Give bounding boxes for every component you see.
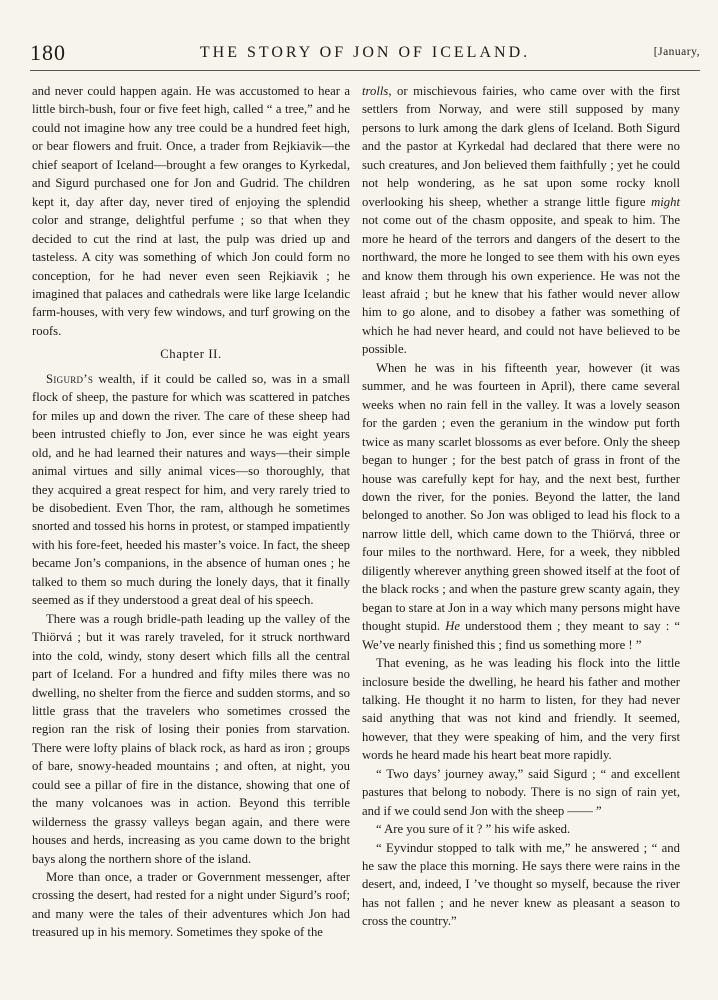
paragraph (362, 82, 680, 359)
right-column (362, 82, 680, 931)
dialogue-paragraph: “ Two days’ journey away,” said Sigurd ; “ and excellent pastures that belong to nobody. There is no sign of rain yet, and if we could send Jon with the sheep —— ” (362, 766, 680, 818)
paragraph-text: When he was in his fifteenth year, however (it was summer, and he was fourteen in April), there came several weeks when no rain fell in the valley. It was a lovely season for the garden ; even the geranium in the window put forth twice as many scarlet blossoms as ever before. Only the sheep began to hunger ; for the best patch of grass in front of the house was carefully kept for hay, and the next best, further down the river, for the ponies. Beyond the latter, the land belonged to another. So Jon was obliged to lead his flock to a narrow little dell, which came down to the Thiörvá, three or four miles to the northward. Here, for a week, they nibbled diligently wherever anything green showed itself at the foot of the black rocks ; and when the pasture grew scanty again, they began to stare at Jon in a way which many persons might have thought stupid. (362, 360, 680, 634)
paragraph-lead-word: Sigurd’s (46, 371, 94, 386)
paragraph: There was a rough bridle-path leading up the valley of the Thiörvá ; but it was rarely traveled, for it struck northward into the cold, windy, stony desert which fills all the central part of Iceland. For a hundred and fifty miles there was no dwelling, no shelter from the fierce and sudden storms, and so little grass that the travelers who sometimes crossed the region ran the risk of losing their ponies from starvation. There were lofty plains of black rock, as hard as iron ; groups of bare, snowy-headed mountains ; and often, at night, you could see a pillar of fire in the distance, showing that one of the many volcanoes was in action. Beyond this terrible wilderness the grassy valleys began again, and there were houses and herds, increasing as you came down to the bright bays along the northern shore of the island. (32, 611, 350, 866)
italic-word: trolls (362, 84, 389, 98)
page-number: 180 (30, 40, 66, 65)
paragraph (362, 359, 680, 654)
italic-word: might (651, 194, 680, 209)
running-title: THE STORY OF JON OF ICELAND. (199, 44, 531, 61)
page-header (30, 40, 700, 71)
paragraph: More than once, a trader or Government messenger, after crossing the desert, had rested for a night under Sigurd’s roof; and many were the tales of their adventures which Jon had treasured up in his memory. Sometimes they spoke of the (32, 870, 350, 940)
left-column (32, 82, 350, 942)
paragraph (32, 370, 350, 610)
paragraph: and never could happen again. He was accustomed to hear a little birch-bush, four or five feet high, called “ a tree,” and he could not imagine how any tree could be a hundred feet high, or bear flowers and fruit. Once, a trader from Rejkiavik—the chief seaport of Iceland—brought a few oranges to Kyrkedal, and Sigurd purchased one for Jon and Gudrid. The children kept it, day after day, never tired of enjoying the splendid color and strange, delightful perfume ; so that when they decided to cut the rind at last, the pulp was dried up and tasteless. A city was something of which Jon could form no conception, for he had never even seen Rejkiavik ; he imagined that palaces and cathedrals were like large Icelandic farm-houses, with very few windows, and turf growing on the roofs. (32, 84, 350, 338)
issue-label: [January, (653, 46, 700, 58)
italic-word: He (445, 619, 460, 634)
chapter-heading: Chapter II. (160, 347, 222, 362)
dialogue-paragraph: “ Are you sure of it ? ” his wife asked. (376, 822, 571, 837)
paragraph: That evening, as he was leading his flock into the little inclosure beside the dwelling, he heard his father and mother talking. He thought it no harm to listen, for they had never said anything that was not kind and friendly. It seemed, however, that they were speaking of him, and the very first words he heard made his heart beat more rapidly. (362, 656, 680, 763)
dialogue-paragraph: “ Eyvindur stopped to talk with me,” he answered ; “ and he saw the place this morning. He says there were rains in the desert, and, indeed, I ’ve thought so myself, because the river has not fallen ; and he never knew as pleasant a season to cross the country.” (362, 840, 680, 929)
paragraph-text: understood them ; they meant to say : “ We’ve nearly finished this ; find us something more ! ” (362, 619, 680, 652)
paragraph-text: not come out of the chasm opposite, and speak to him. The more he heard of the terrors and dangers of the desert to the northward, the more he longed to see them with his own eyes and know them through his own experience. He was not the least afraid ; but he knew that his father would never allow him to go alone, and to disobey a father was something of which he had never heard, and could not have believed to be possible. (362, 213, 680, 357)
paragraph-text: wealth, if it could be called so, was in a small flock of sheep, the pasture for which was scattered in patches for miles up and down the river. The care of these sheep had been intrusted chiefly to Jon, ever since he was eight years old, and he had learned their natures and ways—their simple animal virtues and silly animal vices—so thoroughly, that they acquired a great respect for him, and very rarely tried to be disobedient. Even Thor, the ram, although he sometimes snorted and tossed his horns in protest, or stamped impatiently with his fore-feet, heeded his master’s voice. In fact, the sheep became Jon’s companions, in the absence of human ones ; he talked to them so much during the lonely days, that it finally seemed as if they understood a great deal of his speech. (32, 371, 350, 608)
paragraph-text: , or mischievous fairies, who came over with the first settlers from Norway, and were still supposed by many persons to lurk among the dark glens of Iceland. Both Sigurd and the pastor at Kyrkedal had declared that there were no such creatures, and Jon believed them faithfully ; yet he could not help wondering, as he sat upon some rocky knoll overlooking his sheep, whether a strange little figure (362, 84, 680, 209)
